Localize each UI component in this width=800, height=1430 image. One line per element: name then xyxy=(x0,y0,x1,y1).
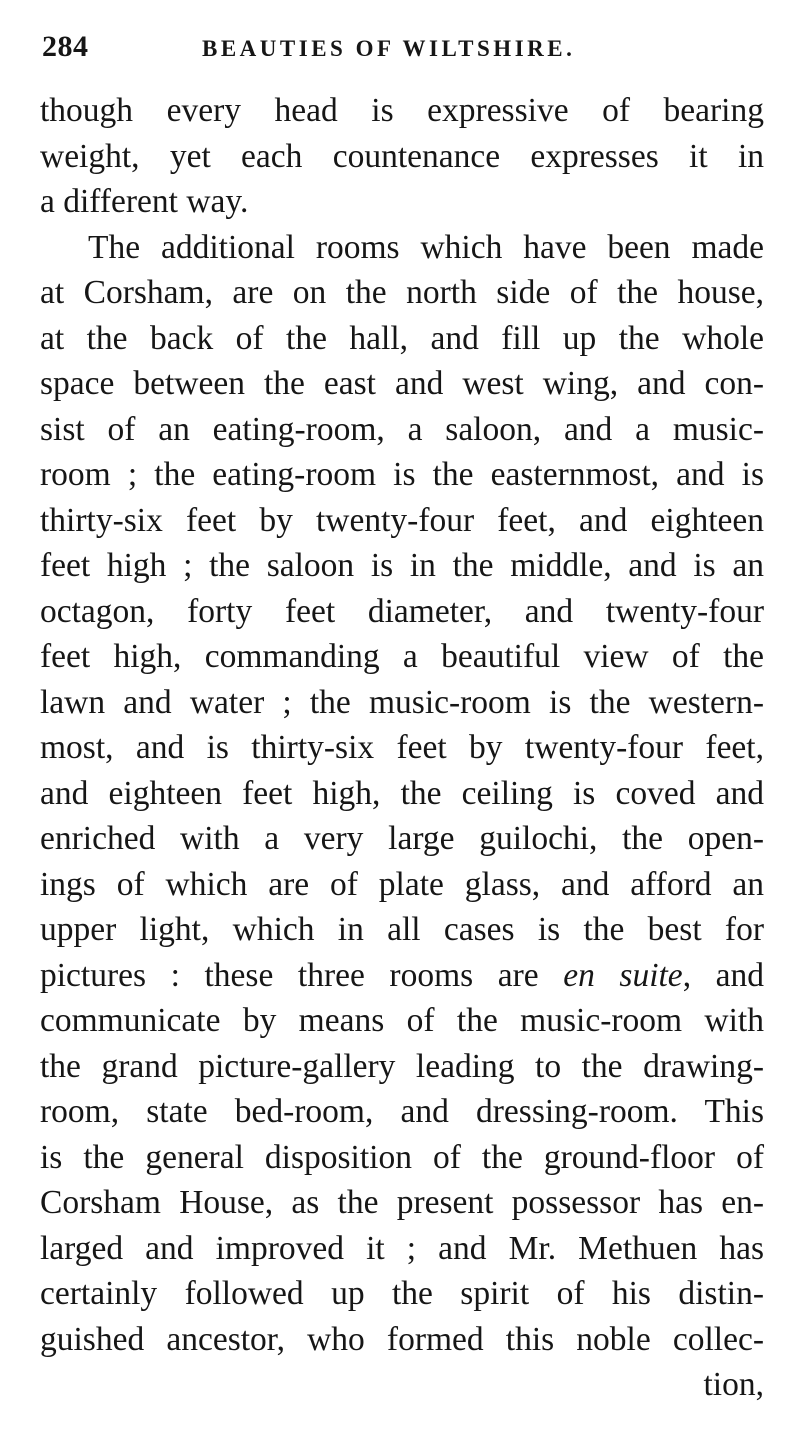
text-line: sist of an eating-room, a saloon, and a music- xyxy=(40,410,764,448)
text-line: communicate by means of the music-room with xyxy=(40,1002,764,1039)
text-line: though every head is expressive of bearing xyxy=(40,92,764,129)
text-line: lawn and water ; the music-room is the western- xyxy=(40,683,764,721)
text-line: a different way. xyxy=(40,183,249,220)
text-line: guished ancestor, who formed this noble collec- xyxy=(40,1320,764,1358)
text-line: weight, yet each countenance expresses it in xyxy=(40,137,764,175)
text-line: space between the east and west wing, and con- xyxy=(40,365,764,402)
text-line: enriched with a very large guilochi, the open- xyxy=(40,820,764,857)
page-number: 284 xyxy=(42,30,89,63)
italic-phrase: en suite xyxy=(563,956,683,994)
text-line: feet high ; the saloon is in the middle, and is an xyxy=(40,547,764,584)
text-line: room, state bed-room, and dressing-room. This xyxy=(40,1093,764,1130)
text-line: at Corsham, are on the north side of the house, xyxy=(40,274,764,311)
text-line: upper light, which in all cases is the best for xyxy=(40,911,764,948)
text-line: most, and is thirty-six feet by twenty-four feet, xyxy=(40,729,764,766)
running-title: BEAUTIES OF WILTSHIRE. xyxy=(202,36,576,61)
text-line: thirty-six feet by twenty-four feet, and eighteen xyxy=(40,501,764,539)
text-line: ings of which are of plate glass, and afford an xyxy=(40,865,764,903)
running-head xyxy=(42,30,762,70)
body-text xyxy=(40,88,764,1408)
text-line: The additional rooms which have been made xyxy=(88,228,764,266)
text-line: octagon, forty feet diameter, and twenty-four xyxy=(40,592,764,630)
text-line: is the general disposition of the ground-floor of xyxy=(40,1138,764,1176)
text-line: at the back of the hall, and fill up the whole xyxy=(40,319,764,357)
text-line: and eighteen feet high, the ceiling is coved and xyxy=(40,774,764,812)
text-line: the grand picture-gallery leading to the drawing- xyxy=(40,1047,764,1085)
text-line: certainly followed up the spirit of his distin- xyxy=(40,1275,764,1312)
text-line: Corsham House, as the present possessor has en- xyxy=(40,1184,764,1221)
text-segment: , and xyxy=(682,956,765,994)
text-line: feet high, commanding a beautiful view of the xyxy=(40,638,764,675)
text-line: room ; the eating-room is the easternmost, and is xyxy=(40,456,764,493)
catchword: tion, xyxy=(703,1366,764,1403)
text-segment: pictures : these three rooms are xyxy=(40,956,564,994)
text-line-mixed xyxy=(40,953,764,999)
text-line: larged and improved it ; and Mr. Methuen has xyxy=(40,1229,764,1267)
